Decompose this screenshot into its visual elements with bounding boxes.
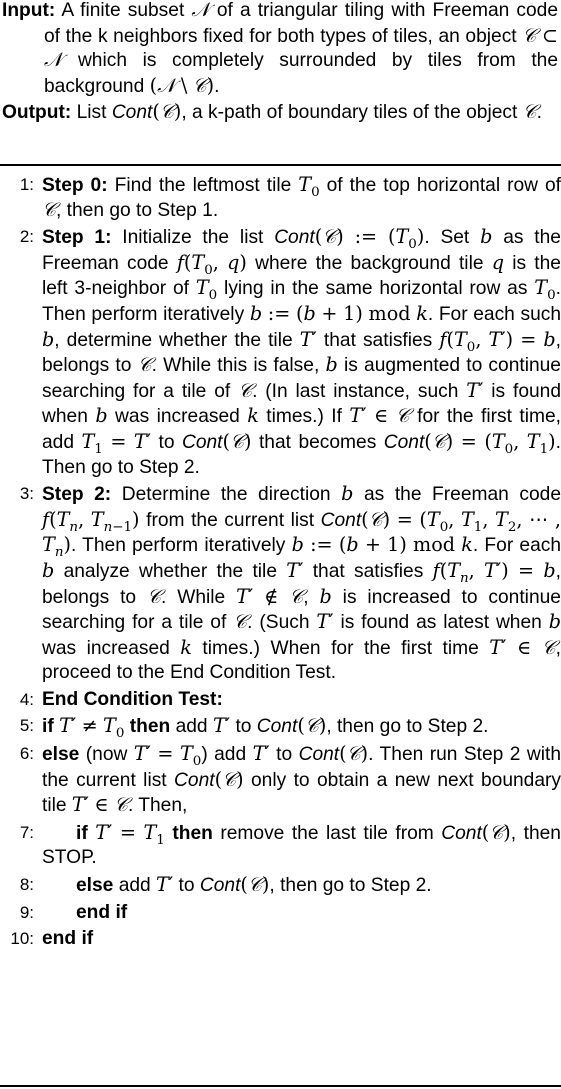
- line-number: 7:: [19, 822, 34, 842]
- step-line-1: 1: Step 0: Find the leftmost tile $T_0$ of the top horizontal row of 𝒞, then go to Step 1.: [0, 173, 561, 223]
- input-text: A finite subset 𝒩 of a triangular tiling with Freeman code of the k neighbors fixed for both types of tiles, an object 𝒞 ⊂ 𝒩 which is completely surrounded by tiles from the background (𝒩 \ 𝒞).: [44, 0, 558, 97]
- step-line-3: 3: Step 2: Determine the direction b as the Freeman code $f(T_n$, $T_{n-1}$) from the current list Cont(𝒞) = ($T_0$, $T_1$, $T_2$, ⋯ , $T_n$). Then perform iteratively b := (b + 1) mod k. For each b analyze whether the tile T′ that satisfies $f(T_n$, T′) = b, belongs to 𝒞. While T′ ∉ 𝒞, b is increased to continue searching for a tile of 𝒞. (Such T′ is found as latest when b was increased k times.) When for the first time T′ ∈ 𝒞, proceed to the End Condition Test.: [0, 482, 561, 686]
- step-line-7: 7: if $T' = T_1$ then remove the last tile from Cont(𝒞), then STOP.: [0, 821, 561, 871]
- step-keyword: end if: [76, 901, 128, 923]
- step-line-9: [0, 901, 561, 926]
- step-keyword: else: [76, 875, 114, 897]
- header-rule: [0, 164, 561, 166]
- algorithm-header: [2, 0, 558, 130]
- input-label: Input:: [2, 0, 56, 21]
- line-number: 9:: [19, 902, 34, 922]
- line-number: 2:: [19, 227, 34, 247]
- line-number: 10:: [10, 929, 34, 949]
- input-spec: [2, 0, 558, 99]
- line-number: 3:: [19, 484, 34, 504]
- step-line-10: [0, 927, 561, 952]
- step-line-5: 5: if $T' \ne T_0$ then add T′ to Cont(𝒞), then go to Step 2.: [0, 714, 561, 740]
- step-line-8: 8: else add T′ to Cont(𝒞), then go to Step 2.: [0, 873, 561, 899]
- step-line-4: [0, 688, 561, 713]
- output-label: Output:: [2, 102, 72, 124]
- step-keyword: Step 1:: [42, 227, 112, 249]
- step-keyword: Step 2:: [42, 484, 112, 506]
- algorithm-body: [0, 173, 561, 954]
- footer-rule: [0, 1085, 561, 1087]
- step-line-6: 6: else (now $T' = T_0$) add T′ to Cont(𝒞). Then run Step 2 with the current list Cont(𝒞) only to obtain a new next boundary tile T′ ∈ 𝒞. Then,: [0, 742, 561, 819]
- step-keyword: End Condition Test:: [42, 688, 223, 710]
- step-keyword: if: [76, 822, 88, 844]
- step-keyword: end if: [42, 928, 94, 950]
- line-number: 8:: [19, 875, 34, 895]
- line-number: 5:: [19, 716, 34, 736]
- output-text: List Cont(𝒞), a k-path of boundary tiles of the object 𝒞.: [76, 100, 543, 124]
- line-number: 4:: [19, 689, 34, 709]
- step-line-2: 2: Step 1: Initialize the list Cont(𝒞) := $(T_0)$. Set b as the Freeman code $f(T_0$, q) where the background tile q is the left 3-neighbor of $T_0$ lying in the same horizontal row as $T_0$. Then perform iteratively b := (b + 1) mod k. For each such b, determine whether the tile T′ that satisfies $f(T_0$, T′) = b, belongs to 𝒞. While this is false, b is augmented to continue searching for a tile of 𝒞. (In last instance, such T′ is found when b was increased k times.) If T′ ∈ 𝒞 for the first time, add $T_1 = T'$ to Cont(𝒞) that becomes Cont(𝒞) = ($T_0$, $T_1$). Then go to Step 2.: [0, 225, 561, 480]
- line-number: 1:: [19, 175, 34, 194]
- step-keyword: Step 0:: [42, 175, 108, 196]
- output-spec: [2, 100, 558, 126]
- line-number: 6:: [19, 744, 34, 764]
- step-keyword: else: [42, 744, 80, 766]
- step-keyword: if: [42, 716, 54, 738]
